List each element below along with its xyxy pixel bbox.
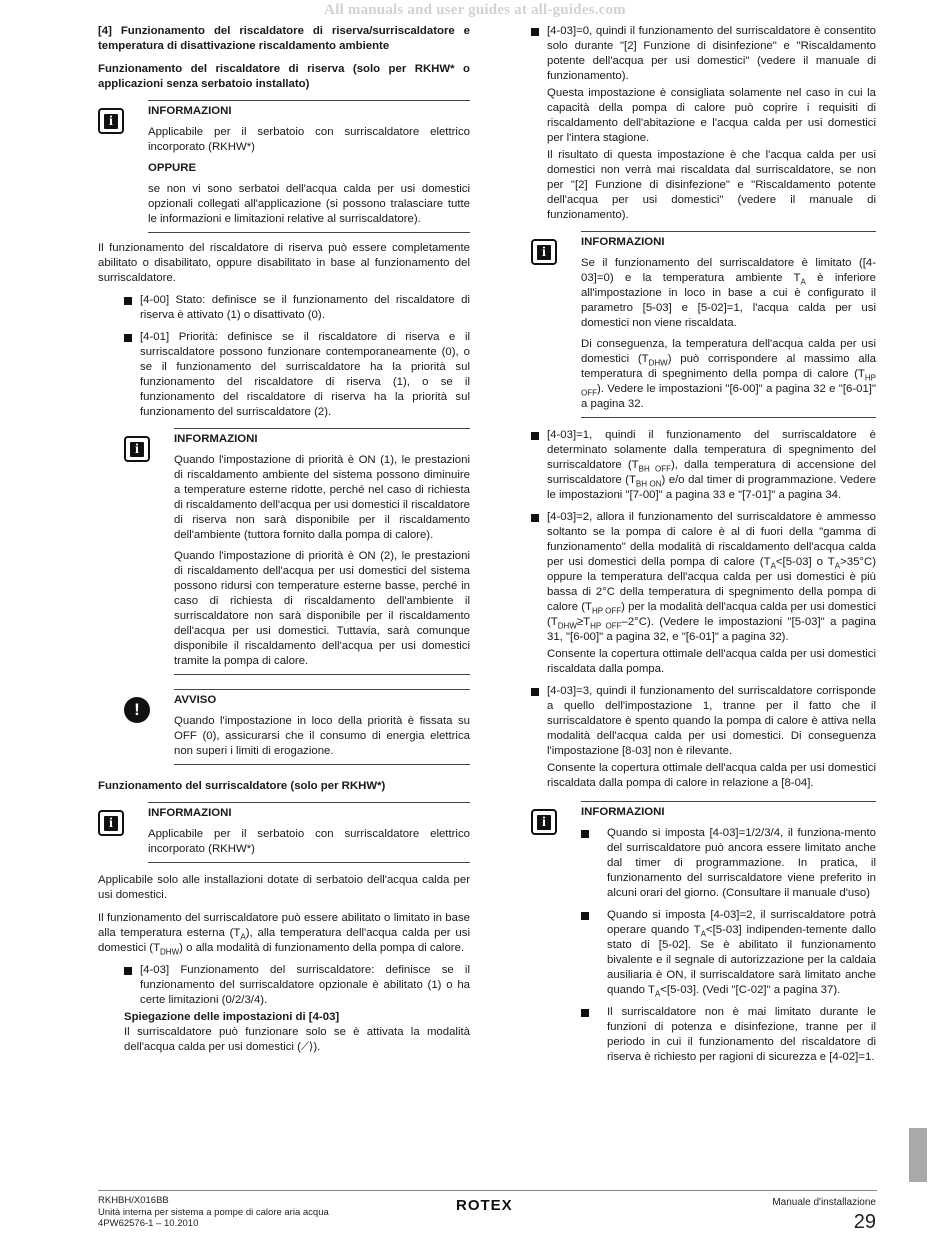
bullet-square-icon [581, 1009, 589, 1017]
info-text: se non vi sono serbatoi dell'acqua calda per usi domestici opzionali collegati all'applicazione (si possono tralasciare tutte le informazioni e limitazioni relative al surriscaldatore). [148, 183, 470, 225]
paragraph: Il funzionamento del riscaldatore di riserva può essere completamente abilitato o disabilitato, oppure disabilitato in base al funzionamento del surriscaldatore. [98, 242, 470, 284]
list-item: Il surriscaldatore non è mai limitato durante le funzioni di potenza e disinfezione, tranne per il periodo in cui il funzionamento del riscaldatore di riserva è richiesto per ragioni di sicurezza e [4-02]=1. [581, 1005, 876, 1065]
footer-description: Unità interna per sistema a pompe di calore aria acqua [98, 1206, 329, 1218]
section-heading: [4] Funzionamento del riscaldatore di riserva/surriscaldatore e temperatura di disattivazione riscaldamento ambiente [98, 25, 470, 52]
info-text: Applicabile per il serbatoio con surriscaldatore elettrico incorporato (RKHW*) [148, 828, 470, 855]
info-box [98, 100, 470, 233]
info-box [531, 231, 876, 418]
info-text: Quando l'impostazione di priorità è ON (1), le prestazioni di riscaldamento ambiente del sistema possono diminuire a temperature esterne ridotte, perché nel caso di richiesta di riscaldamento dell'acqua per usi domestici il riscaldatore di riserva non sarà disponibile per il riscaldamento dell'ambiente (tuttora fornito dalla pompa di calore). [174, 454, 470, 541]
warning-title: AVVISO [174, 694, 217, 706]
warning-text: Quando l'impostazione in loco della priorità è fissata su OFF (0), assicurarsi che il consumo di energia elettrica non superi i limiti di erogazione. [174, 715, 470, 757]
warning-icon: ! [124, 697, 150, 723]
bullet-square-icon [531, 514, 539, 522]
info-box [98, 802, 470, 863]
bullet-square-icon [581, 912, 589, 920]
paragraph: Applicabile solo alle installazioni dotate di serbatoio dell'acqua calda per usi domestici. [98, 874, 470, 901]
subheading-booster-heater: Funzionamento del surriscaldatore (solo per RKHW*) [98, 780, 386, 792]
bullet-square-icon [581, 830, 589, 838]
info-box [124, 428, 470, 675]
info-icon: i [98, 810, 124, 836]
bullet-square-icon [124, 297, 132, 305]
footer-manual-title: Manuale d'installazione [772, 1197, 876, 1208]
warning-box [124, 689, 470, 765]
info-box [531, 801, 876, 1070]
hot-water-mode-icon: ⟋⟩ [300, 1041, 314, 1053]
bullet-square-icon [531, 28, 539, 36]
info-icon: i [531, 809, 557, 835]
info-title: INFORMAZIONI [174, 433, 258, 445]
subheading-backup-heater: Funzionamento del riscaldatore di riserva (solo per RKHW* o applicazioni senza serbatoio installato) [98, 63, 470, 90]
info-icon: i [124, 436, 150, 462]
info-text: Se il funzionamento del surriscaldatore è limitato ([4-03]=0) e la temperatura ambiente $T_A$ è inferiore all'impostazione in loco in base a cui è configurato il parametro [5-03] e [5-02]=1, l'acqua calda per usi domestici non viene riscaldata. [581, 257, 876, 329]
list-item: [4-03] Funzionamento del surriscaldatore: definisce se il funzionamento del surriscaldatore opzionale è abilitato (1) o ha certe limitazioni (0/2/3/4). [124, 963, 470, 1008]
explanation-title: Spiegazione delle impostazioni di [4-03] [124, 1011, 340, 1023]
watermark: All manuals and user guides at all-guides.com [324, 2, 626, 18]
info-title: INFORMAZIONI [581, 806, 665, 818]
paragraph: Il funzionamento del surriscaldatore può essere abilitato o limitato in base alla temperatura esterna $(T_A)$, alla temperatura dell'acqua calda per usi domestici $(T_{DHW})$ o alla modalità di funzionamento della pompa di calore. [98, 912, 470, 957]
chapter-tab [909, 1128, 927, 1182]
info-or: OPPURE [148, 162, 197, 174]
info-text: Quando l'impostazione di priorità è ON (2), le prestazioni di riscaldamento dell'acqua per usi domestici del sistema possono ridursi con temperature esterne basse, perché in caso di richiesta di riscaldamento dell'ambiente il surriscaldatore non sarà disponibile per il riscaldamento dell'acqua per usi domestici. Tuttavia, sarà comunque disponibile il riscaldamento dell'acqua per usi domestici tramite la pompa di calore. [174, 550, 470, 667]
bullet-square-icon [531, 432, 539, 440]
footer-right [772, 1195, 876, 1233]
left-column [98, 24, 470, 1055]
list-item: [4-03]=2, allora il funzionamento del surriscaldatore è ammesso soltanto se la pompa di calore è al di fuori della "gamma di funzionamento" della modalità di riscaldamento dell'acqua calda per usi domestici della pompa di calore ($T_A<[5-03]$ o $T_A>35^\circ C$) oppure la temperatura dell'acqua calda per usi domestici è più bassa di 2°C della temperatura di spegnimento della pompa di calore $(T_{HP OFF})$ per la modalità dell'acqua calda per usi domestici $(T_{DHW}\ge T_{HP OFF}-2^\circ C)$. (Vedere le impostazioni "[5-03]" a pagina 31, "[6-00]" a pagina 32, e "[6-01]" a pagina 32). Consente la copertura ottimale dell'acqua calda per usi domestici riscaldata dalla pompa. [531, 510, 876, 677]
info-text: Di conseguenza, la temperatura dell'acqua calda per usi domestici $(T_{DHW})$ può corrispondere al massimo alla temperatura di spegnimento della pompa di calore $(T_{HP OFF})$. Vedere le impostazioni "[6-00]" a pagina 32 e "[6-01]" a pagina 32. [581, 338, 877, 410]
page-number: 29 [853, 1211, 876, 1233]
right-column [531, 24, 876, 1070]
explanation-text: Il surriscaldatore può funzionare solo se è attivata la modalità dell'acqua calda per usi domestici (⟋⟩). [124, 1026, 470, 1053]
info-icon: i [531, 239, 557, 265]
footer-left [98, 1195, 329, 1230]
list-item: Quando si imposta [4-03]=1/2/3/4, il funziona-mento del surriscaldatore può ancora essere limitato anche dal timer di programmazione. In pratica, il funzionamento del surriscaldatore viene preferito in alcuni orari del giorno. (Consultare il manuale d'uso) [581, 826, 876, 901]
footer-divider [98, 1190, 877, 1191]
list-item: [4-03]=0, quindi il funzionamento del surriscaldatore è consentito solo durante "[2] Funzione di disinfezione" e "Riscaldamento potente dell'acqua per usi domestici" (vedere il manuale di funzionamento). Questa impostazione è consigliata solamente nel caso in cui la capacità della pompa di calore può coprire i requisiti di riscaldamento dell'abitazione e l'acqua calda per usi domestici per l'intera stagione. Il risultato di questa impostazione è che l'acqua calda per usi domestici non verrà mai riscaldata dal surriscaldatore, se non per "[2] Funzione di disinfezione" e "Riscaldamento potente dell'acqua per usi domestici" (vedere il manuale di funzionamento). [531, 24, 876, 223]
list-item: Quando si imposta [4-03]=2, il surriscaldatore potrà operare quando $T_A<[5-03]$ indipenden-tementе dallo stato di [5-02]. Se è abilitato il funzionamento bivalente e il segnale di autorizzazione per la caldaia ausiliaria è ON, il surriscaldatore sarà limitato anche quando $T_A<[5-03]$. (Vedi "[C-02]" a pagina 37). [581, 908, 876, 998]
info-text: Applicabile per il serbatoio con surriscaldatore elettrico incorporato (RKHW*) [148, 126, 470, 153]
bullet-square-icon [124, 334, 132, 342]
bullet-square-icon [124, 967, 132, 975]
info-title: INFORMAZIONI [148, 105, 232, 117]
list-item: [4-03]=1, quindi il funzionamento del surriscaldatore è determinato solamente dalla temperatura di spegnimento del surriscaldatore $(T_{BH OFF})$, dalla temperatura di accensione del surriscaldatore $(T_{BH ON})$ e/o dal timer di programmazione. Vedere le impostazioni "[7-00]" a pagina 33 e "[7-01]" a pagina 34. [531, 428, 876, 503]
bullet-square-icon [531, 688, 539, 696]
list-item: [4-01] Priorità: definisce se il riscaldatore di riserva e il surriscaldatore possono funzionare contemporaneamente (0), o se il funzionamento del surriscaldatore ha la priorità sul funzionamento del riscaldatore di riserva (1), o se il funzionamento del riscaldatore di riserva ha la priorità sul funzionamento del surriscaldatore (2). [124, 330, 470, 420]
list-item: [4-03]=3, quindi il funzionamento del surriscaldatore corrisponde a quello dell'impostazione 1, tranne per il fatto che il surriscaldatore è spento quando la pompa di calore è attiva nella modalità dell'acqua calda per usi domestici. Di conseguenza l'impostazione [8-03] non è rilevante. Consente la copertura ottimale dell'acqua calda per usi domestici riscaldata dalla pompa di calore in relazione a [8-04]. [531, 684, 876, 791]
rotex-logo: ROTEX [456, 1197, 513, 1214]
footer-model: RKHBH/X016BB [98, 1195, 169, 1206]
footer-doc-code: 4PW62576-1 – 10.2010 [98, 1218, 199, 1229]
info-title: INFORMAZIONI [581, 236, 665, 248]
info-icon: i [98, 108, 124, 134]
list-item: [4-00] Stato: definisce se il funzionamento del riscaldatore di riserva è attivato (1) o disattivato (0). [124, 293, 470, 323]
info-title: INFORMAZIONI [148, 807, 232, 819]
